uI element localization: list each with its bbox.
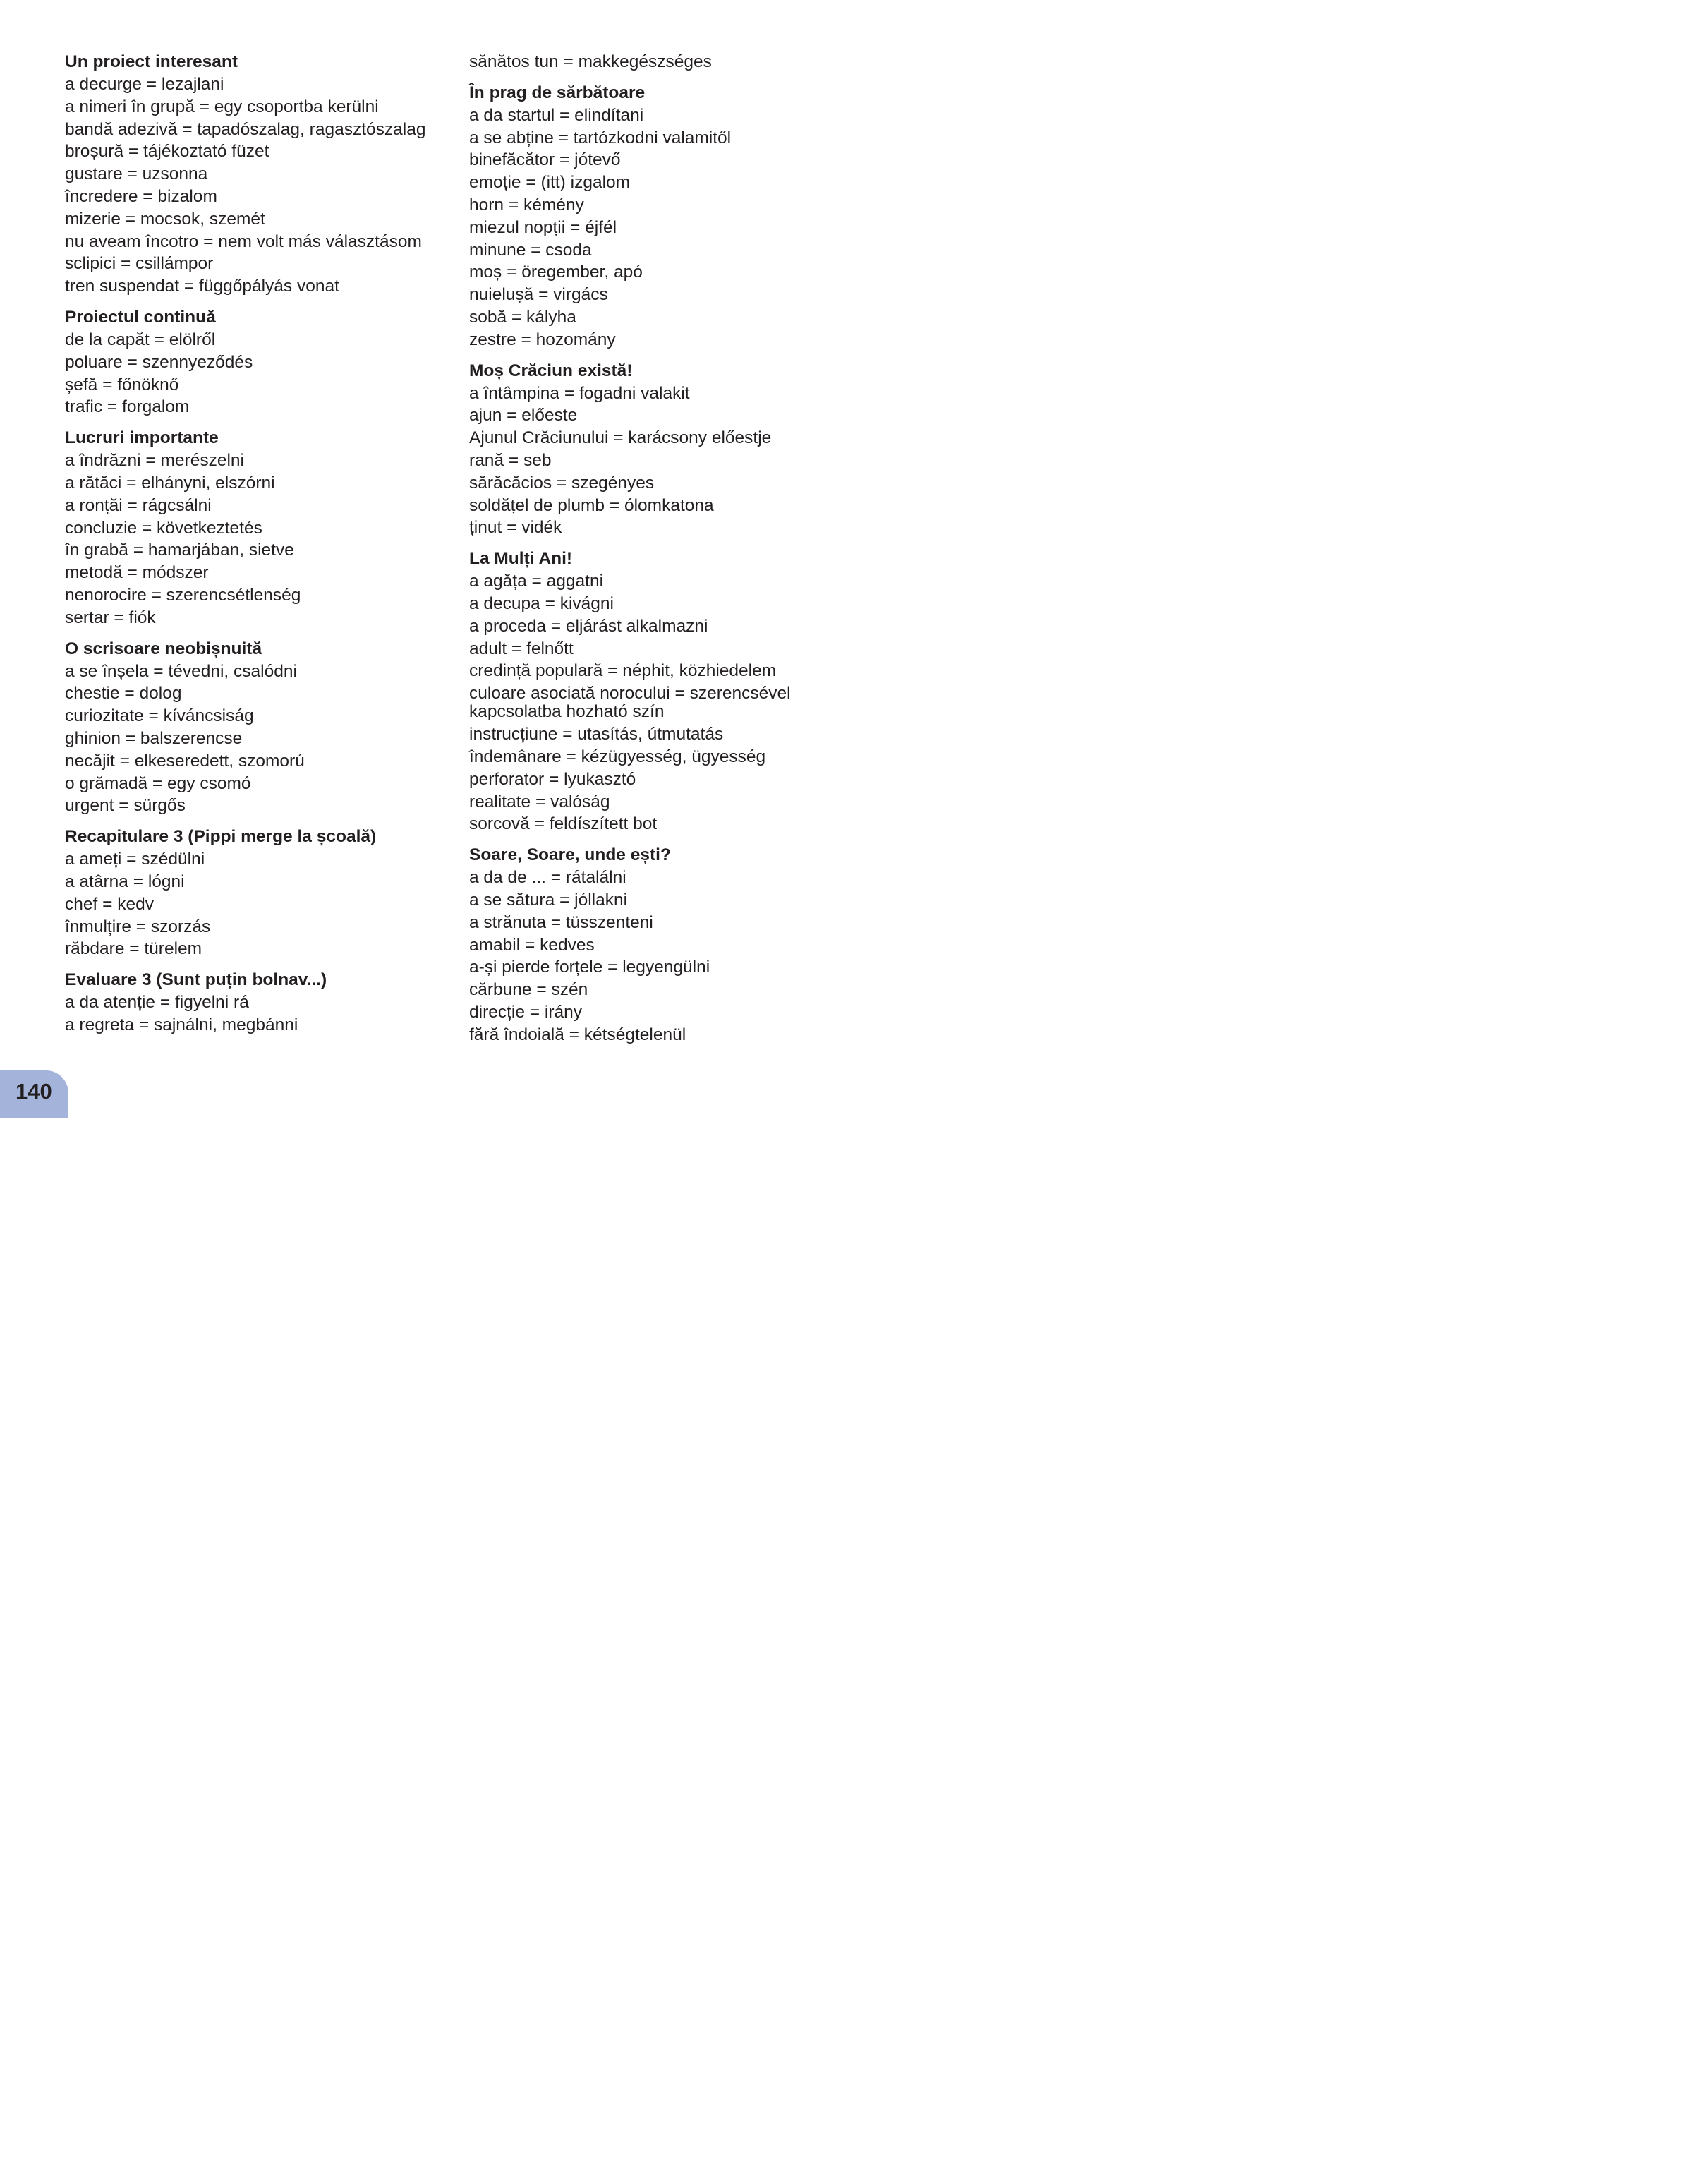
glossary-entry: bandă adezivă = tapadószalag, ragasztószalag <box>65 119 426 139</box>
glossary-section <box>65 638 446 818</box>
glossary-entry: trafic = forgalom <box>65 397 190 417</box>
glossary-entry: miezul nopții = éjfél <box>469 217 617 237</box>
glossary-entry: sărăcăcios = szegényes <box>469 473 655 493</box>
glossary-entry: urgent = sürgős <box>65 796 186 816</box>
glossary-entry: a decurge = lezajlani <box>65 75 224 94</box>
glossary-entry: a da startul = elindítani <box>469 105 644 125</box>
glossary-entry: a da de ... = rátalálni <box>469 868 626 888</box>
glossary-entry: a agăța = aggatni <box>469 572 604 591</box>
glossary-entry: șefă = főnöknő <box>65 375 179 394</box>
section-title: Lucruri importante <box>65 428 219 448</box>
glossary-entry: metodă = módszer <box>65 563 209 583</box>
section-title: La Mulți Ani! <box>469 549 573 569</box>
glossary-entry: rană = seb <box>469 450 552 470</box>
glossary-entry: a-și pierde forțele = legyengülni <box>469 958 710 977</box>
glossary-entry: a ameți = szédülni <box>65 850 205 869</box>
section-title: Evaluare 3 (Sunt puțin bolnav...) <box>65 970 327 990</box>
glossary-entry: mizerie = mocsok, szemét <box>65 209 265 229</box>
glossary-section <box>469 844 864 1046</box>
glossary-entry: amabil = kedves <box>469 935 595 955</box>
glossary-entry: fără îndoială = kétségtelenül <box>469 1025 686 1044</box>
glossary-entry: a da atenție = figyelni rá <box>65 993 249 1013</box>
glossary-entry: a îndrăzni = merészelni <box>65 451 244 471</box>
glossary-entry: sclipici = csillámpor <box>65 254 214 274</box>
glossary-entry: în grabă = hamarjában, sietve <box>65 541 294 560</box>
glossary-entry: a decupa = kivágni <box>469 593 614 613</box>
glossary-entry: chestie = dolog <box>65 684 182 704</box>
glossary-entry: instrucțiune = utasítás, útmutatás <box>469 725 724 744</box>
glossary-entry: a proceda = eljárást alkalmazni <box>469 616 708 636</box>
glossary-entry: chef = kedv <box>65 894 154 914</box>
section-title: Un proiect interesant <box>65 52 238 71</box>
glossary-entry: perforator = lyukasztó <box>469 769 636 789</box>
glossary-entry: nenorocire = szerencsétlenség <box>65 585 301 605</box>
glossary-section <box>65 969 446 1037</box>
glossary-entry: a atârna = lógni <box>65 871 185 891</box>
glossary-entry: binefăcător = jótevő <box>469 150 621 170</box>
glossary-section <box>469 548 864 835</box>
glossary-entry: tren suspendat = függőpályás vonat <box>65 277 339 296</box>
glossary-entry: a rătăci = elhányni, elszórni <box>65 473 275 493</box>
glossary-entry: moș = öregember, apó <box>469 262 643 282</box>
section-title: În prag de sărbătoare <box>469 83 646 102</box>
glossary-entry: soldățel de plumb = ólomkatona <box>469 495 714 515</box>
glossary-entry: gustare = uzsonna <box>65 164 208 184</box>
glossary-entry: îndemânare = kézügyesség, ügyesség <box>469 747 766 766</box>
glossary-entry: minune = csoda <box>469 240 592 260</box>
glossary-entry: cărbune = szén <box>469 980 588 1000</box>
glossary-entry: curiozitate = kíváncsiság <box>65 706 254 726</box>
glossary-section <box>469 82 864 351</box>
glossary-entry: direcție = irány <box>469 1002 583 1022</box>
glossary-entry: răbdare = türelem <box>65 939 202 959</box>
glossary-entry: broșură = tájékoztató füzet <box>65 142 269 162</box>
glossary-entry: realitate = valóság <box>469 792 610 811</box>
glossary-entry: a se sătura = jóllakni <box>469 890 628 910</box>
glossary-section <box>65 826 446 960</box>
glossary-entry: culoare asociată norocului = szerencsével kapcsolatba hozható szín <box>469 684 791 722</box>
glossary-entry: zestre = hozomány <box>469 330 616 349</box>
glossary-entry: a se înșela = tévedni, csalódni <box>65 661 297 681</box>
glossary-section <box>469 360 864 540</box>
glossary-section <box>65 427 446 629</box>
glossary-entry: emoție = (itt) izgalom <box>469 173 631 193</box>
glossary-entry: poluare = szennyeződés <box>65 352 253 372</box>
section-title: Soare, Soare, unde ești? <box>469 845 671 865</box>
glossary-entry: încredere = bizalom <box>65 186 217 206</box>
glossary-entry: înmulțire = szorzás <box>65 917 211 936</box>
glossary-entry: de la capăt = elölről <box>65 330 216 349</box>
glossary-entry: Ajunul Crăciunului = karácsony előestje <box>469 428 772 448</box>
glossary-entry: sorcovă = feldíszített bot <box>469 814 658 834</box>
section-title: Recapitulare 3 (Pippi merge la școală) <box>65 827 377 847</box>
glossary-entry: a ronțăi = rágcsálni <box>65 495 212 515</box>
glossary-entry: o grămadă = egy csomó <box>65 773 251 793</box>
section-title: O scrisoare neobișnuită <box>65 639 262 658</box>
glossary-entry: a nimeri în grupă = egy csoportba kerülni <box>65 97 379 116</box>
section-title: Moș Crăciun există! <box>469 361 633 380</box>
glossary-entry: concluzie = következtetés <box>65 518 262 538</box>
glossary-entry: ținut = vidék <box>469 518 562 538</box>
glossary-section <box>65 306 446 418</box>
glossary-entry: credință populară = néphit, közhiedelem <box>469 661 777 681</box>
glossary-section <box>469 51 864 73</box>
glossary-entry: a strănuta = tüsszenteni <box>469 912 653 932</box>
section-title: Proiectul continuă <box>65 307 216 327</box>
glossary-entry: sertar = fiók <box>65 608 156 627</box>
glossary-entry: adult = felnőtt <box>469 639 574 658</box>
glossary-entry: nu aveam încotro = nem volt más választásom <box>65 231 422 251</box>
glossary-entry: a întâmpina = fogadni valakit <box>469 383 690 403</box>
glossary-section <box>65 51 446 298</box>
right-column <box>469 51 864 1054</box>
glossary-entry: nuielușă = virgács <box>469 285 608 305</box>
glossary-entry: ghinion = balszerencse <box>65 728 243 748</box>
glossary-entry: sobă = kályha <box>469 307 576 327</box>
glossary-entry: horn = kémény <box>469 195 584 215</box>
glossary-entry: necăjit = elkeseredett, szomorú <box>65 751 305 771</box>
glossary-entry: ajun = előeste <box>469 406 578 425</box>
glossary-entry: sănătos tun = makkegészséges <box>469 52 712 71</box>
glossary-entry: a se abține = tartózkodni valamitől <box>469 128 732 147</box>
left-column <box>65 51 446 1045</box>
page-number: 140 <box>0 1070 68 1118</box>
glossary-entry: a regreta = sajnálni, megbánni <box>65 1015 298 1034</box>
